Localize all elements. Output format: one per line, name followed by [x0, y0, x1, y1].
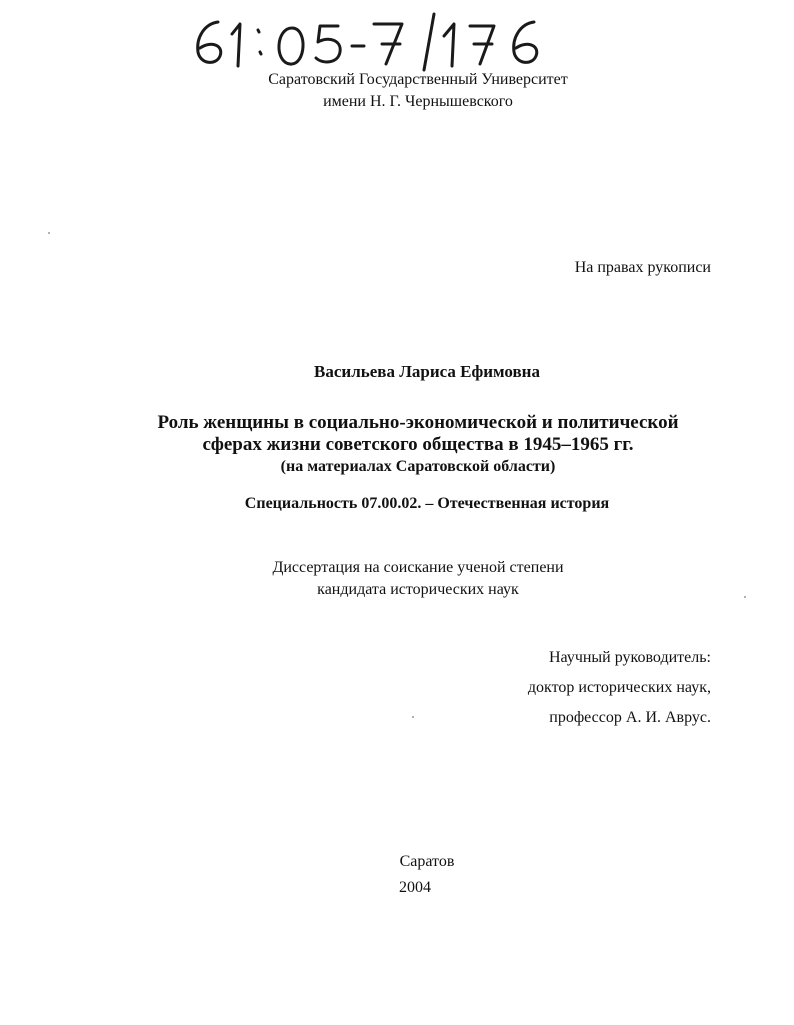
year: 2004	[399, 879, 431, 896]
dissertation-degree-line1: Диссертация на соискание ученой степени	[272, 559, 564, 576]
dissertation-title-line1: Роль женщины в социально-экономической и политической	[157, 412, 679, 433]
scan-speck	[412, 716, 414, 718]
city: Саратов	[399, 853, 455, 870]
handwritten-catalog-number	[188, 10, 558, 72]
dissertation-title-subtitle: (на материалах Саратовской области)	[280, 458, 556, 475]
dissertation-title-line2: сферах жизни советского общества в 1945–1965 гг.	[202, 434, 634, 455]
supervisor-degree: доктор исторических наук,	[527, 679, 711, 696]
university-name-line2: имени Н. Г. Чернышевского	[323, 93, 513, 110]
supervisor-label: Научный руководитель:	[548, 649, 711, 666]
university-name-line1: Саратовский Государственный Университет	[268, 71, 568, 88]
supervisor-name: профессор А. И. Аврус.	[549, 709, 711, 726]
specialty-line: Специальность 07.00.02. – Отечественная история	[244, 495, 610, 512]
handwritten-catalog-number-drawing	[188, 10, 558, 72]
dissertation-degree-line2: кандидата исторических наук	[317, 581, 519, 598]
scan-speck	[744, 596, 746, 598]
scan-speck	[48, 232, 50, 234]
author-name: Васильева Лариса Ефимовна	[314, 362, 540, 381]
manuscript-rights-note: На правах рукописи	[574, 259, 711, 276]
